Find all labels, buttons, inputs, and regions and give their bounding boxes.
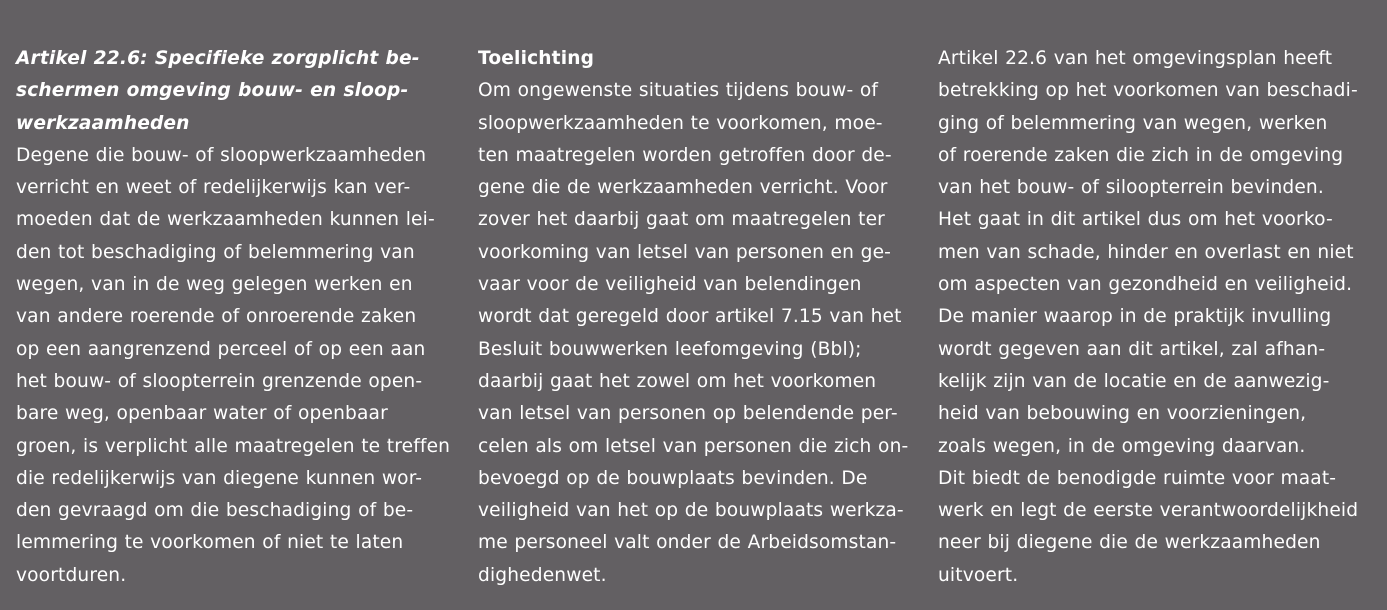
continuation-text-line: wordt gegeven aan dit artikel, zal afhan-: [938, 338, 1326, 360]
explanation-text-line: me personeel valt onder de Arbeidsomstan-: [478, 532, 897, 554]
continuation-text-line: kelijk zijn van de locatie en de aanwezig-: [938, 370, 1330, 392]
explanation-text-line: wordt dat geregeld door artikel 7.15 van het: [478, 306, 902, 328]
explanation-text-line: veiligheid van het op de bouwplaats werkza-: [478, 500, 904, 522]
continuation-text-line: betrekking op het voorkomen van beschadi-: [938, 80, 1358, 102]
explanation-text-line: van letsel van personen op belendende per-: [478, 403, 898, 425]
continuation-text-line: werk en legt de eerste verantwoordelijkheid: [938, 500, 1359, 522]
explanation-column: [478, 43, 918, 592]
article-title-line: werkzaamheden: [16, 112, 190, 134]
explanation-text-line: daarbij gaat het zowel om het voorkomen: [478, 370, 877, 392]
article-text-line: Degene die bouw- of sloopwerkzaamheden: [16, 144, 427, 166]
continuation-text-line: of roerende zaken die zich in de omgeving: [938, 144, 1344, 166]
explanation-text-line: ten maatregelen worden getroffen door de-: [478, 144, 892, 166]
explanation-text-line: vaar voor de veiligheid van belendingen: [478, 274, 862, 296]
article-title-line: schermen omgeving bouw- en sloop-: [16, 80, 409, 102]
article-text-line: den tot beschadiging of belemmering van: [16, 241, 415, 263]
continuation-text-line: Dit biedt de benodigde ruimte voor maat-: [938, 467, 1337, 489]
article-text-line: moeden dat de werkzaamheden kunnen lei-: [16, 209, 435, 231]
continuation-text-line: neer bij diegene die de werkzaamheden: [938, 532, 1321, 554]
article-title-line: Artikel 22.6: Specifieke zorgplicht be-: [16, 48, 420, 69]
article-text-line: lemmering te voorkomen of niet te laten: [16, 532, 404, 554]
explanation-text-line: bevoegd op de bouwplaats bevinden. De: [478, 467, 868, 489]
article-column: [16, 43, 456, 592]
explanation-title: Toelichting: [478, 48, 595, 69]
continuation-text-line: Het gaat in dit artikel dus om het voorko-: [938, 209, 1333, 231]
explanation-text-line: Besluit bouwwerken leefomgeving (Bbl);: [478, 338, 862, 360]
explanation-text-line: gene die de werkzaamheden verricht. Voor: [478, 177, 888, 199]
continuation-text-line: zoals wegen, in de omgeving daarvan.: [938, 435, 1306, 457]
continuation-text-line: uitvoert.: [938, 564, 1019, 586]
continuation-column: [938, 43, 1378, 592]
explanation-text-line: voorkoming van letsel van personen en ge-: [478, 241, 892, 263]
explanation-text-line: sloopwerkzaamheden te voorkomen, moe-: [478, 112, 883, 134]
continuation-text-line: van het bouw- of siloopterrein bevinden.: [938, 177, 1324, 199]
continuation-text-line: men van schade, hinder en overlast en niet: [938, 241, 1354, 263]
continuation-text-line: De manier waarop in de praktijk invulling: [938, 306, 1332, 328]
continuation-text-line: om aspecten van gezondheid en veiligheid.: [938, 274, 1353, 296]
article-text-line: het bouw- of sloopterrein grenzende open-: [16, 370, 423, 392]
article-text-line: wegen, van in de weg gelegen werken en: [16, 274, 413, 296]
explanation-text-line: dighedenwet.: [478, 564, 607, 586]
article-text-line: bare weg, openbaar water of openbaar: [16, 403, 388, 425]
article-text-line: den gevraagd om die beschadiging of be-: [16, 500, 414, 522]
continuation-text-line: heid van bebouwing en voorzieningen,: [938, 403, 1307, 425]
explanation-text-line: celen als om letsel van personen die zich on-: [478, 435, 909, 457]
continuation-text-line: Artikel 22.6 van het omgevingsplan heeft: [938, 48, 1333, 69]
article-text-line: verricht en weet of redelijkerwijs kan ver-: [16, 177, 411, 199]
article-text-line: die redelijkerwijs van diegene kunnen wor-: [16, 467, 423, 489]
continuation-text-line: ging of belemmering van wegen, werken: [938, 112, 1328, 134]
article-text-line: op een aangrenzend perceel of op een aan: [16, 338, 426, 360]
article-text-line: voortduren.: [16, 564, 127, 586]
article-text-line: van andere roerende of onroerende zaken: [16, 306, 417, 328]
explanation-text-line: zover het daarbij gaat om maatregelen ter: [478, 209, 885, 231]
article-text-line: groen, is verplicht alle maatregelen te treffen: [16, 435, 451, 457]
explanation-text-line: Om ongewenste situaties tijdens bouw- of: [478, 80, 879, 102]
